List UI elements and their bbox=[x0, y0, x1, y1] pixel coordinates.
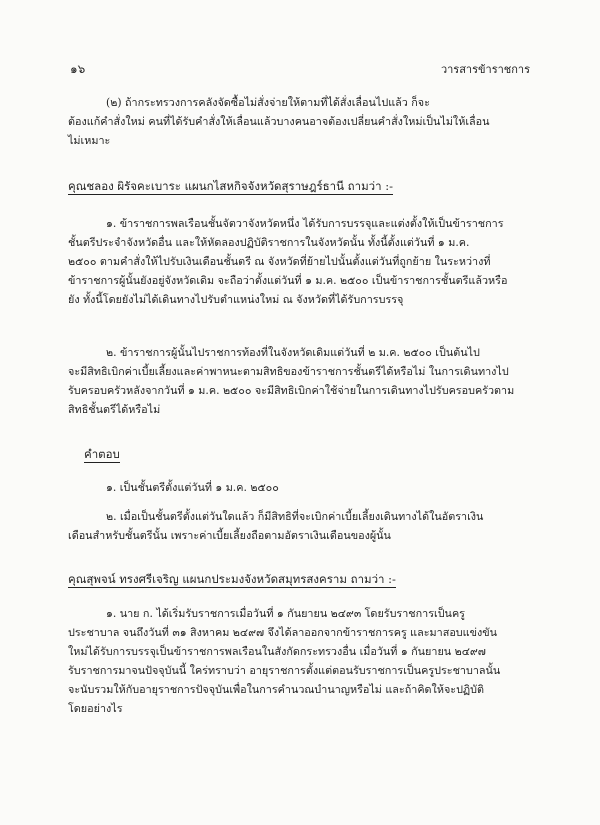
question1-heading bbox=[68, 177, 546, 195]
question2-heading bbox=[68, 570, 546, 588]
answer-item2-line: เดือนสำหรับชั้นตรีนั้น เพราะค่าเบี้ยเลี้ยงถือตามอัตราเงินเดือนของผู้นั้น bbox=[68, 529, 391, 542]
answer-item2-line: ๒. เมื่อเป็นชั้นตรีตั้งแต่วันใดแล้ว ก็มีสิทธิที่จะเบิกค่าเบี้ยเลี้ยงเดินทางได้ในอัตราเงิน bbox=[106, 510, 484, 523]
q1-item2-line: สิทธิชั้นตรีได้หรือไม่ bbox=[68, 403, 161, 416]
intro-line: ต้องแก้คำสั่งใหม่ คนที่ได้รับคำสั่งให้เลื่อนแล้วบางคนอาจต้องเปลี่ยนคำสั่งใหม่เป็นไม่ให้เลื่อน bbox=[68, 115, 490, 128]
answer-item2 bbox=[68, 507, 546, 545]
page-number: ๑๖ bbox=[70, 62, 86, 76]
intro-line: (๒) ถ้ากระทรวงการคลังจัดซื้อไม่สั่งจ่ายให้ตามที่ได้สั่งเลื่อนไปแล้ว ก็จะ bbox=[106, 96, 430, 109]
q1-item1-line: ข้าราชการผู้นั้นยังอยู่จังหวัดเดิม จะถือว่าตั้งแต่วันที่ ๑ ม.ค. ๒๕๐๐ เป็นข้าราชการชั้นตรีแล้วหรือ bbox=[68, 274, 508, 287]
q2-item1-line: โดยอย่างไร bbox=[68, 702, 123, 715]
q2-item1-line: ประชาบาล จนถึงวันที่ ๓๑ สิงหาคม ๒๔๙๗ จึงได้ลาออกจากข้าราชการครู และมาสอบแข่งขัน bbox=[68, 626, 498, 639]
q1-item2-line: จะมีสิทธิเบิกค่าเบี้ยเลี้ยงและค่าพาหนะตามสิทธิของข้าราชการชั้นตรีได้หรือไม่ ในการเดินทางไป bbox=[68, 365, 509, 378]
answer-item1-line: ๑. เป็นชั้นตรีตั้งแต่วันที่ ๑ ม.ค. ๒๕๐๐ bbox=[106, 481, 279, 494]
q1-item1-line: ๑. ข้าราชการพลเรือนชั้นจัตวาจังหวัดหนึ่ง ได้รับการบรรจุและแต่งตั้งให้เป็นข้าราชการ bbox=[106, 217, 504, 230]
answer-item1 bbox=[68, 478, 546, 497]
q2-item1-line: จะนับรวมให้กับอายุราชการปัจจุบันเพื่อในการคำนวณบำนาญหรือไม่ และถ้าคิดให้จะปฏิบัติ bbox=[68, 683, 485, 696]
q1-item1-line: ยัง ทั้งนี้โดยยังไม่ได้เดินทางไปรับตำแหน่งใหม่ ณ จังหวัดที่ได้รับการบรรจุ bbox=[68, 293, 404, 306]
answer-label: คำตอบ bbox=[84, 447, 120, 461]
q2-item1-line: รับราชการมาจนปัจจุบันนี้ ใคร่ทราบว่า อายุราชการตั้งแต่ตอนรับราชการเป็นครูประชาบาลนั้น bbox=[68, 664, 501, 677]
question2-item1 bbox=[68, 604, 546, 718]
q2-item1-line: ๑. นาย ก. ได้เริ่มรับราชการเมื่อวันที่ ๑ กันยายน ๒๔๙๓ โดยรับราชการเป็นครู bbox=[106, 607, 465, 620]
q1-item2-line: ๒. ข้าราชการผู้นั้นไปราชการท้องที่ในจังหวัดเดิมแต่วันที่ ๒ ม.ค. ๒๕๐๐ เป็นต้นไป bbox=[106, 346, 480, 359]
q1-item2-line: รับครอบครัวหลังจากวันที่ ๑ ม.ค. ๒๕๐๐ จะมีสิทธิเบิกค่าใช้จ่ายในการเดินทางไปรับครอบครัวตาม bbox=[68, 384, 515, 397]
page-header bbox=[70, 60, 530, 80]
question1-item1 bbox=[68, 214, 546, 309]
intro-paragraph bbox=[68, 93, 546, 150]
q1-item1-line: ชั้นตรีประจำจังหวัดอื่น และให้หัดลองปฏิบัติราชการในจังหวัดนั้น ทั้งนี้ตั้งแต่วันที่ ๑ ม.ค. bbox=[68, 236, 470, 249]
running-title: วารสารข้าราชการ bbox=[440, 63, 530, 76]
intro-line: ไม่เหมาะ bbox=[68, 134, 111, 147]
q1-item1-line: ๒๕๐๐ ตามคำสั่งให้ไปรับเงินเดือนชั้นตรี ณ จังหวัดที่ย้ายไปนั้นตั้งแต่วันที่ถูกย้าย ในระหว่างที่ bbox=[68, 255, 491, 268]
q2-item1-line: ใหม่ได้รับการบรรจุเป็นข้าราชการพลเรือนในสังกัดกระทรวงอื่น เมื่อวันที่ ๑ กันยายน ๒๔๙๗ bbox=[68, 645, 486, 658]
question1-item2 bbox=[68, 343, 546, 419]
question2-heading-text: คุณสุพจน์ ทรงศรีเจริญ แผนกประมงจังหวัดสมุทรสงคราม ถามว่า :- bbox=[68, 572, 396, 586]
question1-heading-text: คุณชลอง ผิรัจคะเบาระ แผนกไสหกิจจังหวัดสุราษฎร์ธานี ถามว่า :- bbox=[68, 179, 393, 193]
